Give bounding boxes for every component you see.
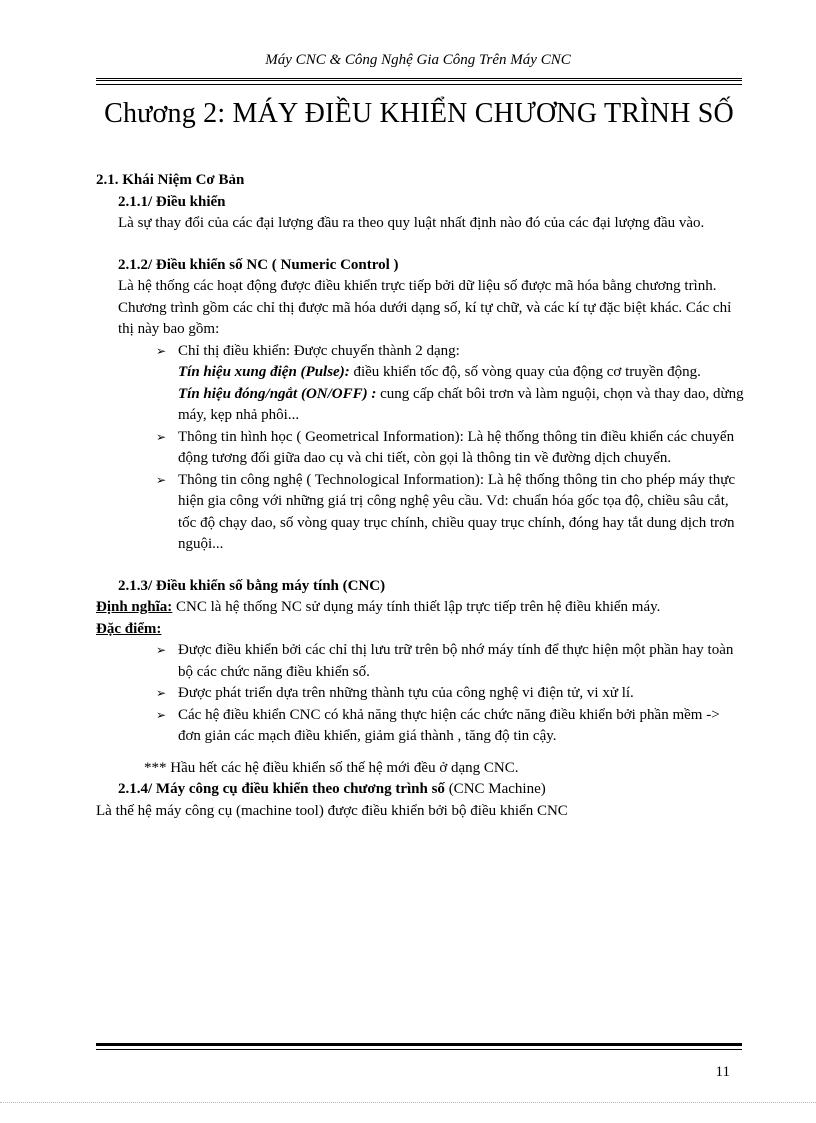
arrow-bullet-icon: ➢ (156, 343, 167, 358)
arrow-bullet-icon: ➢ (156, 472, 167, 487)
page-number: 11 (715, 1064, 730, 1080)
cnc-note: *** Hầu hết các hệ điều khiển số thế hệ mới đều ở dạng CNC. (144, 759, 519, 776)
list-item: ➢ Chỉ thị điều khiển: Được chuyển thành 2 dạng: Tín hiệu xung điện (Pulse): điều khiển tốc độ, số vòng quay của động cơ truyền động. Tín hiệu đóng/ngắt (ON/OFF) : cung cấp chất bôi trơn và làm nguội, chọn và thay dao, dừng máy, kẹp nhả phôi... (156, 341, 746, 427)
page-edge (0, 1102, 816, 1103)
sub-item-onoff: Tín hiệu đóng/ngắt (ON/OFF) : cung cấp chất bôi trơn và làm nguội, chọn và thay dao, dừng máy, kẹp nhả phôi... (178, 385, 744, 423)
document-body (96, 170, 746, 822)
section-heading-2-1-4: 2.1.4/ Máy công cụ điều khiển theo chương trình số (CNC Machine) (118, 781, 546, 797)
arrow-bullet-icon: ➢ (156, 686, 167, 700)
footer-rule (96, 1043, 742, 1046)
list-item: ➢ Thông tin hình học ( Geometrical Information): Là hệ thống thông tin điều khiển các chuyển động tương đối giữa dao cụ và chi tiết, còn gọi là thông tin về đường dịch chuyển. (156, 428, 735, 466)
footer-rule-thin (96, 1049, 742, 1050)
section-heading-2-1-2: 2.1.2/ Điều khiển số NC ( Numeric Control ) (118, 256, 399, 273)
features-label: Đặc điểm: (96, 620, 162, 637)
sub-item-pulse: Tín hiệu xung điện (Pulse): điều khiển tốc độ, số vòng quay của động cơ truyền động. (178, 364, 701, 380)
header-rule (96, 78, 742, 81)
running-header: Máy CNC & Công Nghệ Gia Công Trên Máy CNC (265, 52, 571, 68)
features-list (96, 640, 746, 748)
list-item: ➢ Được phát triển dựa trên những thành tựu của công nghệ vi điện tử, vi xử lí. (156, 683, 746, 705)
paragraph-2-1-2: Là hệ thống các hoạt động được điều khiển trực tiếp bởi dữ liệu số được mã hóa bằng chương trình. Chương trình gồm các chỉ thị được mã hóa dưới dạng số, kí tự chữ, và các kí tự đặc biệt khác. Các chỉ thị này bao gồm: (118, 278, 732, 337)
arrow-bullet-icon: ➢ (156, 429, 167, 444)
list-item: ➢ Được điều khiển bởi các chỉ thị lưu trữ trên bộ nhớ máy tính để thực hiện một phần hay toàn bộ các chức năng điều khiển số. (156, 642, 734, 680)
list-item: ➢ Các hệ điều khiển CNC có khả năng thực hiện các chức năng điều khiển bởi phần mềm -> đơn giản các mạch điều khiển, giảm giá thành , tăng độ tin cậy. (156, 706, 720, 744)
paragraph-2-1-4: Là thế hệ máy công cụ (machine tool) được điều khiển bởi bộ điều khiển CNC (96, 802, 568, 819)
section-heading-2-1-3: 2.1.3/ Điều khiển số bằng máy tính (CNC) (118, 577, 386, 594)
chapter-title: Chương 2: MÁY ĐIỀU KHIỂN CHƯƠNG TRÌNH SỐ (104, 98, 734, 129)
list-item: ➢ Thông tin công nghệ ( Technological Information): Là hệ thống thông tin cho phép máy thực hiện gia công với những giá trị công nghệ yêu cầu. Vd: chuẩn hóa gốc tọa độ, chiều sâu cắt, tốc độ chạy dao, số vòng quay trục chính, chiều quay trục chính, đóng hay tắt dung dịch trơn nguội... (156, 471, 736, 552)
section-heading-2-1-1: 2.1.1/ Điều khiển (118, 193, 226, 210)
paragraph-2-1-1: Là sự thay đổi của các đại lượng đầu ra theo quy luật nhất định nào đó của các đại lượng đầu vào. (118, 215, 705, 231)
definition-paragraph: Định nghĩa: CNC là hệ thống NC sử dụng máy tính thiết lập trực tiếp trên hệ điều khiển máy. (96, 599, 661, 615)
section-heading-2-1: 2.1. Khái Niệm Cơ Bản (96, 172, 245, 188)
arrow-bullet-icon: ➢ (156, 707, 167, 722)
arrow-bullet-icon: ➢ (156, 643, 167, 657)
header-rule-thin (96, 84, 742, 85)
instruction-list (96, 341, 746, 556)
